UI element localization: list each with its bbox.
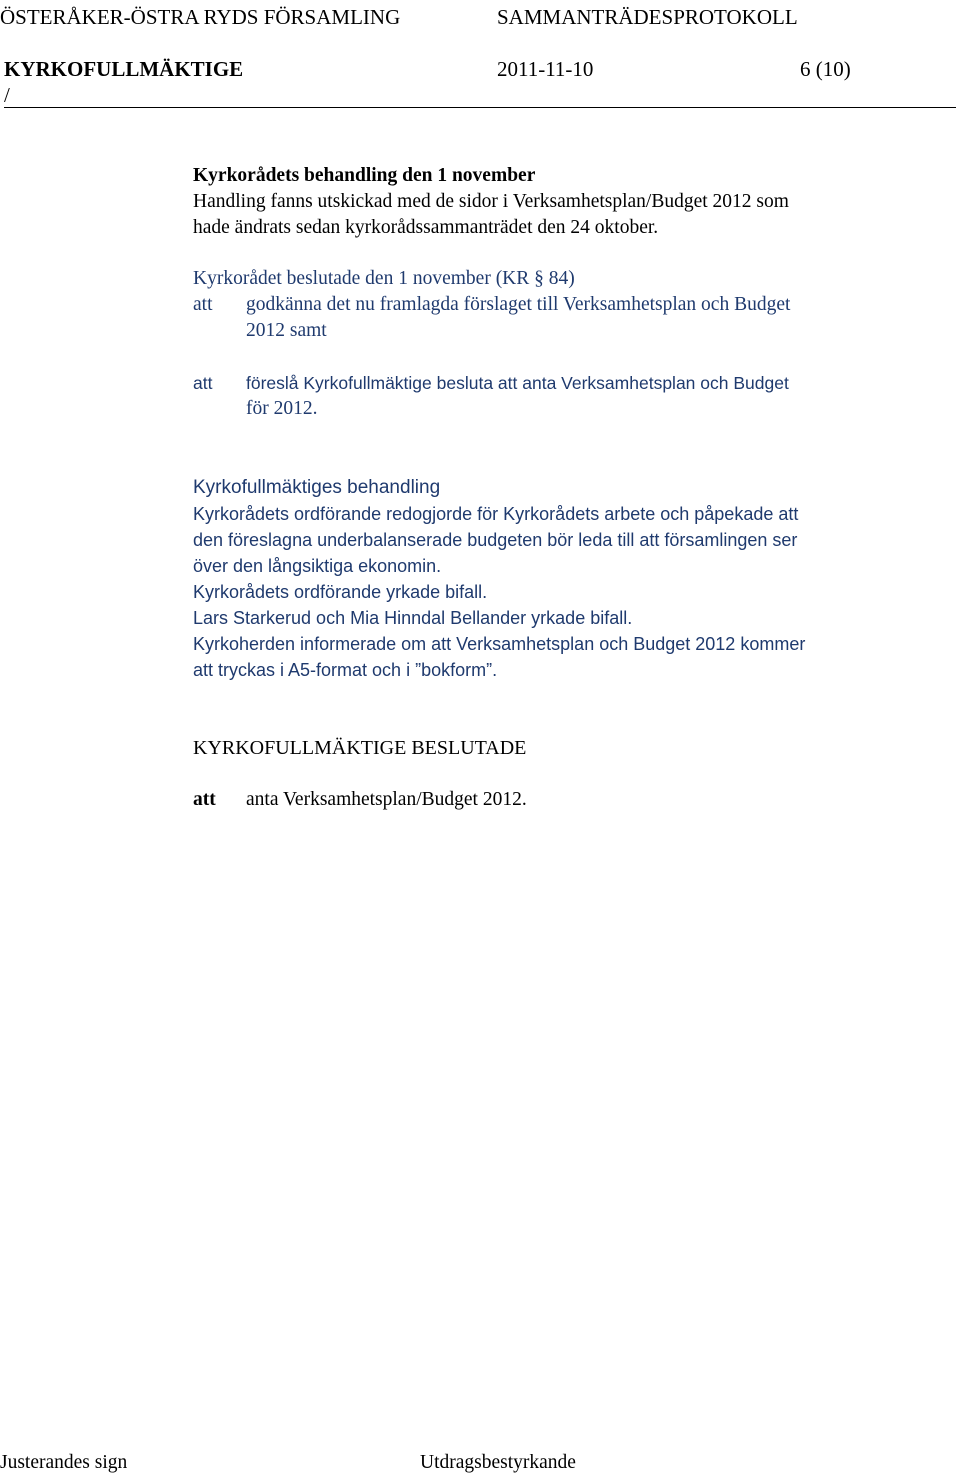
- paragraph-line: Kyrkoherden informerade om att Verksamhetsplan och Budget 2012 kommer: [193, 634, 806, 654]
- att-label: att: [193, 373, 213, 393]
- section-kyrkoradet-beslut: [193, 266, 913, 422]
- att-text-line: för 2012.: [246, 398, 318, 419]
- section-kyrkoradet-behandling: [193, 163, 913, 241]
- att-text-line: föreslå Kyrkofullmäktige besluta att anta Verksamhetsplan och Budget: [246, 373, 789, 393]
- att-text-line: 2012 samt: [246, 320, 327, 341]
- document-type: SAMMANTRÄDESPROTOKOLL: [497, 5, 798, 29]
- paragraph-line: att tryckas i A5-format och i ”bokform”.: [193, 660, 498, 680]
- paragraph-line: den föreslagna underbalanserade budgeten bör leda till att församlingen ser: [193, 530, 798, 550]
- footer-certification-label: Utdragsbestyrkande: [420, 1452, 576, 1473]
- att-clause: [193, 370, 913, 396]
- section-decision: [193, 735, 913, 813]
- paragraph-line: Kyrkorådets ordförande redogjorde för Kyrkorådets arbete och påpekade att: [193, 504, 799, 524]
- att-clause-continued: [193, 396, 913, 422]
- paragraph-line: Lars Starkerud och Mia Hinndal Bellander yrkade bifall.: [193, 608, 633, 628]
- meeting-date: 2011-11-10: [497, 57, 594, 81]
- att-text-line: godkänna det nu framlagda förslaget till Verksamhetsplan och Budget: [246, 294, 791, 315]
- header-slash: /: [4, 83, 10, 107]
- header-divider: [4, 107, 956, 108]
- footer-signature-label: Justerandes sign: [0, 1452, 128, 1473]
- decision-clause: [193, 787, 913, 813]
- section-heading: Kyrkorådets behandling den 1 november: [193, 165, 536, 186]
- meeting-body: KYRKOFULLMÄKTIGE: [4, 57, 244, 81]
- section-heading: Kyrkorådet beslutade den 1 november (KR § 84): [193, 268, 575, 289]
- paragraph-line: Kyrkorådets ordförande yrkade bifall.: [193, 582, 488, 602]
- paragraph-line: Handling fanns utskickad med de sidor i Verksamhetsplan/Budget 2012 som: [193, 191, 789, 212]
- org-name: ÖSTERÅKER-ÖSTRA RYDS FÖRSAMLING: [0, 5, 401, 29]
- paragraph-line: hade ändrats sedan kyrkorådssammanträdet den 24 oktober.: [193, 217, 659, 238]
- section-heading: Kyrkofullmäktiges behandling: [193, 477, 441, 498]
- att-clause: [193, 292, 913, 318]
- page-number: 6 (10): [800, 57, 851, 81]
- att-label: att: [193, 294, 213, 315]
- att-label: att: [193, 789, 216, 810]
- paragraph-line: över den långsiktiga ekonomin.: [193, 556, 442, 576]
- decision-text: anta Verksamhetsplan/Budget 2012.: [246, 789, 527, 810]
- section-kyrkofullmaktige-behandling: [193, 475, 913, 683]
- att-clause-continued: [193, 318, 913, 344]
- decision-heading: KYRKOFULLMÄKTIGE BESLUTADE: [193, 737, 527, 759]
